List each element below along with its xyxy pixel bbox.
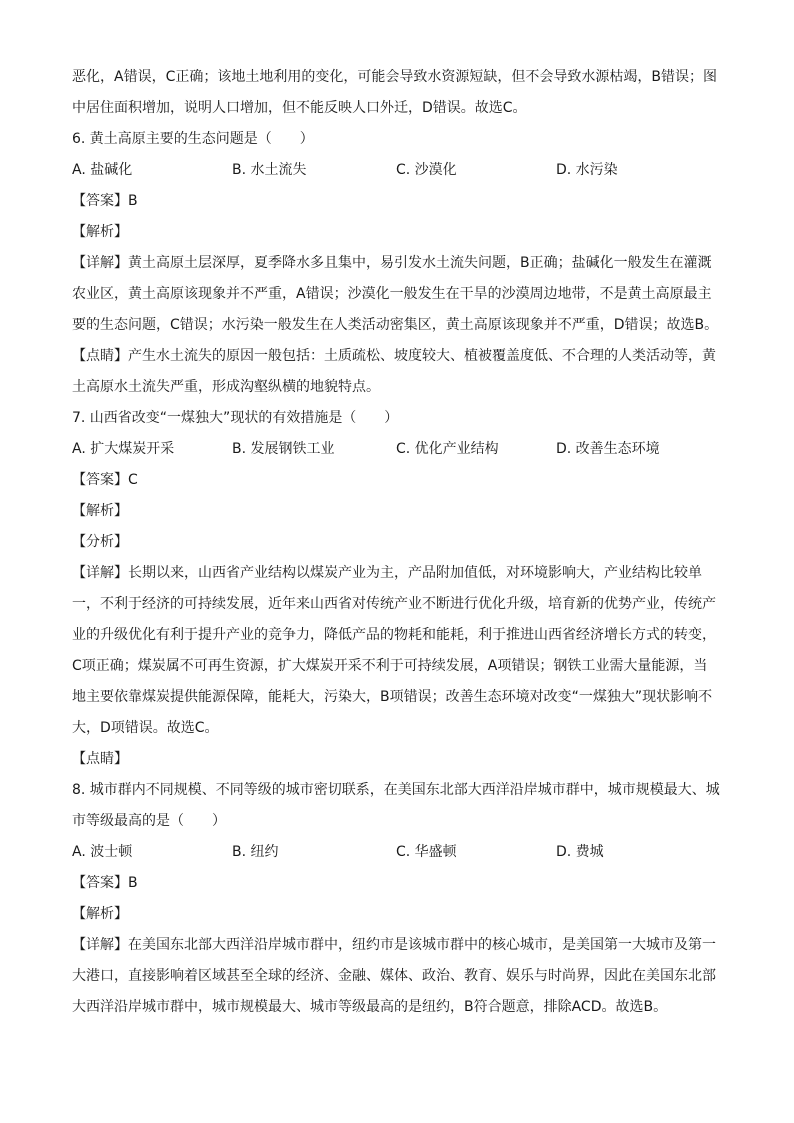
option-b: B. 纽约 bbox=[232, 844, 279, 860]
answer-label: 【答案】C bbox=[72, 472, 138, 488]
question-7-stem: 7. 山西省改变“一煤独大”现状的有效措施是（ ） bbox=[72, 410, 399, 426]
explanation-line: 地主要依靠煤炭提供能源保障，能耗大，污染大，B项错误；改善生态环境对改变“一煤独大”现状影响不 bbox=[72, 689, 713, 705]
question-8-stem: 8. 城市群内不同规模、不同等级的城市密切联系，在美国东北部大西洋沿岸城市群中，城市规模最大、城 bbox=[72, 782, 720, 798]
explanation-line: 要的生态问题，C错误；水污染一般发生在人类活动密集区，黄土高原该现象并不严重，D错误；故选B。 bbox=[72, 317, 719, 333]
question-7-options bbox=[72, 434, 722, 465]
question-6-options bbox=[72, 155, 722, 186]
explanation-line: 大西洋沿岸城市群中，城市规模最大、城市等级最高的是纽约，B符合题意，排除ACD。故选B。 bbox=[72, 999, 668, 1015]
explanation-line: 业的升级优化有利于提升产业的竞争力，降低产品的物耗和能耗，利于推进山西省经济增长方式的转变， bbox=[72, 627, 716, 643]
explanation-line: 农业区，黄土高原该现象并不严重，A错误；沙漠化一般发生在干旱的沙漠周边地带，不是黄土高原最主 bbox=[72, 286, 712, 302]
answer-label: 【答案】B bbox=[72, 875, 138, 891]
question-8-options bbox=[72, 837, 722, 868]
explanation-line: 【详解】黄土高原土层深厚，夏季降水多且集中，易引发水土流失问题，B正确；盐碱化一般发生在灌溉 bbox=[72, 255, 712, 271]
option-d: D. 改善生态环境 bbox=[556, 441, 660, 457]
answer-label: 【答案】B bbox=[72, 193, 138, 209]
question-8-stem: 市等级最高的是（ ） bbox=[72, 813, 226, 829]
option-d: D. 费城 bbox=[556, 844, 604, 860]
option-b: B. 发展钢铁工业 bbox=[232, 441, 335, 457]
paragraph-line: 中居住面积增加，说明人口增加，但不能反映人口外迁，D错误。故选C。 bbox=[72, 100, 527, 116]
note-line: 土高原水土流失严重，形成沟壑纵横的地貌特点。 bbox=[72, 379, 380, 395]
option-c: C. 华盛顿 bbox=[396, 844, 457, 860]
note-heading: 【点睛】 bbox=[72, 751, 128, 767]
option-c: C. 沙漠化 bbox=[396, 162, 457, 178]
paragraph-line: 恶化，A错误，C正确；该地土地利用的变化，可能会导致水资源短缺，但不会导致水源枯竭，B错误；图 bbox=[72, 69, 717, 85]
option-b: B. 水土流失 bbox=[232, 162, 307, 178]
explanation-line: 【详解】长期以来，山西省产业结构以煤炭产业为主，产品附加值低，对环境影响大，产业结构比较单 bbox=[72, 565, 702, 581]
explanation-line: 大港口，直接影响着区域甚至全球的经济、金融、媒体、政治、教育、娱乐与时尚界，因此在美国东北部 bbox=[72, 968, 716, 984]
option-a: A. 扩大煤炭开采 bbox=[72, 441, 175, 457]
option-a: A. 盐碱化 bbox=[72, 162, 133, 178]
analysis-heading: 【解析】 bbox=[72, 224, 128, 240]
explanation-line: 大，D项错误。故选C。 bbox=[72, 720, 219, 736]
question-6-stem: 6. 黄土高原主要的生态问题是（ ） bbox=[72, 131, 314, 147]
analysis-heading: 【解析】 bbox=[72, 906, 128, 922]
explanation-line: 一，不利于经济的可持续发展，近年来山西省对传统产业不断进行优化升级，培育新的优势产业，传统产 bbox=[72, 596, 716, 612]
fenxi-heading: 【分析】 bbox=[72, 534, 128, 550]
document-page bbox=[72, 62, 722, 1023]
option-a: A. 波士顿 bbox=[72, 844, 133, 860]
option-d: D. 水污染 bbox=[556, 162, 618, 178]
note-line: 【点睛】产生水土流失的原因一般包括：土质疏松、坡度较大、植被覆盖度低、不合理的人类活动等，黄 bbox=[72, 348, 716, 364]
option-c: C. 优化产业结构 bbox=[396, 441, 499, 457]
analysis-heading: 【解析】 bbox=[72, 503, 128, 519]
explanation-line: C项正确；煤炭属不可再生资源，扩大煤炭开采不利于可持续发展，A项错误；钢铁工业需大量能源，当 bbox=[72, 658, 708, 674]
explanation-line: 【详解】在美国东北部大西洋沿岸城市群中，纽约市是该城市群中的核心城市，是美国第一大城市及第一 bbox=[72, 937, 716, 953]
